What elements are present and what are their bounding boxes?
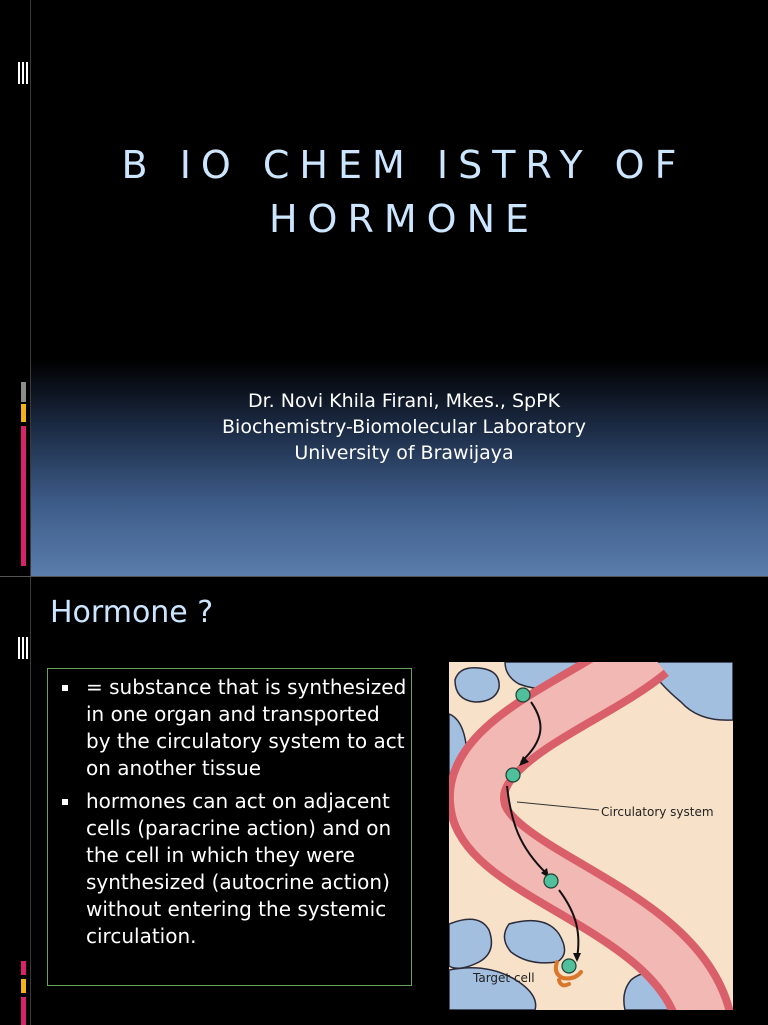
bullet-list xyxy=(48,669,411,950)
accent-pink-bar xyxy=(21,426,26,566)
hormone-molecule xyxy=(562,959,576,973)
vessel-lumen xyxy=(477,662,704,1010)
cell-shape xyxy=(504,921,564,963)
circulation-diagram xyxy=(449,662,733,1010)
bullet-item xyxy=(48,788,407,950)
left-stripe xyxy=(0,0,31,576)
circulatory-system-label: Circulatory system xyxy=(601,805,714,819)
square-bullet-icon xyxy=(62,799,68,805)
bullet-text: hormones can act on adjacent cells (paracrine action) and on the cell in which they were synthesized (autocrine action) without entering the systemic circulation. xyxy=(86,789,392,948)
square-bullet-icon xyxy=(62,685,68,691)
university-name: University of Brawijaya xyxy=(294,442,514,464)
accent-yellow-bar xyxy=(21,404,26,422)
department-name: Biochemistry-Biomolecular Laboratory xyxy=(222,416,586,438)
accent-pink-bar-lower xyxy=(21,997,26,1025)
hormone-molecule xyxy=(516,688,530,702)
slide-title: B IO CHEM ISTRY OF HORMONE xyxy=(121,143,687,241)
hormone-transport-figure xyxy=(449,662,733,1010)
label-leader-line xyxy=(517,802,599,810)
bullet-text: = substance that is synthesized in one organ and transported by the circulatory system to act on another tissue xyxy=(86,675,407,780)
subtitle-block xyxy=(40,388,768,466)
stripe-tab-mark xyxy=(18,62,32,84)
cell-shape xyxy=(455,668,499,702)
accent-pink-bar xyxy=(21,961,26,975)
hormone-molecule xyxy=(544,874,558,888)
accent-yellow-bar xyxy=(21,979,26,993)
definition-textbox xyxy=(47,668,412,986)
cell-shape xyxy=(449,919,491,968)
bullet-item xyxy=(48,674,407,782)
left-stripe xyxy=(0,577,31,1025)
accent-gray-bar xyxy=(21,382,26,402)
stripe-tab-mark xyxy=(18,637,32,659)
hormone-slide xyxy=(0,577,768,1025)
target-cell-label: Target cell xyxy=(473,971,535,985)
slide-title: Hormone ? xyxy=(50,595,214,630)
hormone-molecule xyxy=(506,768,520,782)
author-name: Dr. Novi Khila Firani, Mkes., SpPK xyxy=(247,390,561,412)
